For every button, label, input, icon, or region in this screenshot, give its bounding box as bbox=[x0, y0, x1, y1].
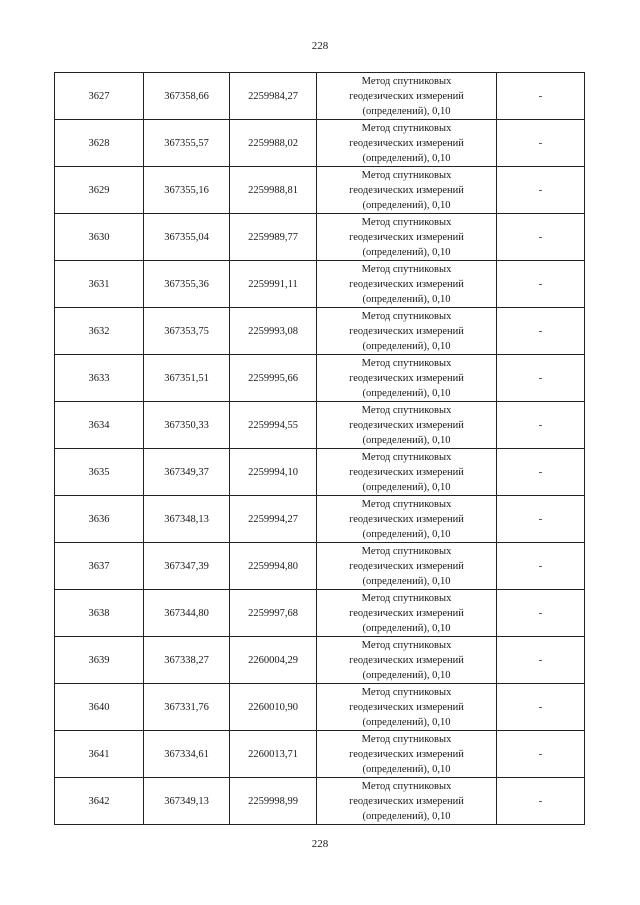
point-number-cell: 3641 bbox=[55, 731, 144, 778]
note-cell: - bbox=[497, 449, 585, 496]
table-row bbox=[55, 543, 585, 590]
table-row bbox=[55, 167, 585, 214]
x-coordinate-cell: 367351,51 bbox=[144, 355, 230, 402]
method-line: геодезических измерений bbox=[349, 137, 464, 149]
note-cell: - bbox=[497, 637, 585, 684]
method-line: Метод спутниковых bbox=[361, 357, 452, 369]
method-line: Метод спутниковых bbox=[361, 404, 452, 416]
method-line: Метод спутниковых bbox=[361, 686, 452, 698]
note-cell: - bbox=[497, 120, 585, 167]
method-line: Метод спутниковых bbox=[361, 639, 452, 651]
x-coordinate-cell: 367358,66 bbox=[144, 73, 230, 120]
method-line: геодезических измерений bbox=[349, 231, 464, 243]
note-cell: - bbox=[497, 214, 585, 261]
method-line: геодезических измерений bbox=[349, 748, 464, 760]
table-row bbox=[55, 496, 585, 543]
x-coordinate-cell: 367353,75 bbox=[144, 308, 230, 355]
y-coordinate-cell: 2259991,11 bbox=[230, 261, 317, 308]
method-line: Метод спутниковых bbox=[361, 780, 452, 792]
note-cell: - bbox=[497, 543, 585, 590]
method-cell bbox=[317, 355, 497, 402]
method-cell bbox=[317, 496, 497, 543]
point-number-cell: 3634 bbox=[55, 402, 144, 449]
method-line: (определений), 0,10 bbox=[362, 669, 451, 681]
method-line: геодезических измерений bbox=[349, 466, 464, 478]
point-number-cell: 3627 bbox=[55, 73, 144, 120]
table-row bbox=[55, 731, 585, 778]
note-cell: - bbox=[497, 778, 585, 825]
method-line: Метод спутниковых bbox=[361, 498, 452, 510]
method-cell bbox=[317, 684, 497, 731]
y-coordinate-cell: 2259994,27 bbox=[230, 496, 317, 543]
x-coordinate-cell: 367334,61 bbox=[144, 731, 230, 778]
table-row bbox=[55, 449, 585, 496]
method-line: (определений), 0,10 bbox=[362, 199, 451, 211]
method-line: (определений), 0,10 bbox=[362, 528, 451, 540]
x-coordinate-cell: 367355,36 bbox=[144, 261, 230, 308]
note-cell: - bbox=[497, 308, 585, 355]
method-line: (определений), 0,10 bbox=[362, 387, 451, 399]
x-coordinate-cell: 367355,04 bbox=[144, 214, 230, 261]
table-body bbox=[55, 73, 585, 825]
method-line: (определений), 0,10 bbox=[362, 105, 451, 117]
table-row bbox=[55, 778, 585, 825]
method-line: Метод спутниковых bbox=[361, 122, 452, 134]
y-coordinate-cell: 2259994,80 bbox=[230, 543, 317, 590]
method-line: геодезических измерений bbox=[349, 184, 464, 196]
point-number-cell: 3633 bbox=[55, 355, 144, 402]
point-number-cell: 3639 bbox=[55, 637, 144, 684]
table-row bbox=[55, 402, 585, 449]
y-coordinate-cell: 2260004,29 bbox=[230, 637, 317, 684]
table-row bbox=[55, 120, 585, 167]
method-line: геодезических измерений bbox=[349, 654, 464, 666]
method-cell bbox=[317, 167, 497, 214]
note-cell: - bbox=[497, 731, 585, 778]
y-coordinate-cell: 2259988,02 bbox=[230, 120, 317, 167]
method-cell bbox=[317, 590, 497, 637]
x-coordinate-cell: 367331,76 bbox=[144, 684, 230, 731]
y-coordinate-cell: 2259994,10 bbox=[230, 449, 317, 496]
y-coordinate-cell: 2259984,27 bbox=[230, 73, 317, 120]
method-line: Метод спутниковых bbox=[361, 263, 452, 275]
table-row bbox=[55, 214, 585, 261]
table-row bbox=[55, 590, 585, 637]
method-line: (определений), 0,10 bbox=[362, 575, 451, 587]
method-line: (определений), 0,10 bbox=[362, 293, 451, 305]
method-line: (определений), 0,10 bbox=[362, 810, 451, 822]
x-coordinate-cell: 367355,16 bbox=[144, 167, 230, 214]
table-row bbox=[55, 261, 585, 308]
note-cell: - bbox=[497, 261, 585, 308]
point-number-cell: 3638 bbox=[55, 590, 144, 637]
y-coordinate-cell: 2259995,66 bbox=[230, 355, 317, 402]
point-number-cell: 3642 bbox=[55, 778, 144, 825]
x-coordinate-cell: 367355,57 bbox=[144, 120, 230, 167]
method-cell bbox=[317, 402, 497, 449]
method-line: геодезических измерений bbox=[349, 278, 464, 290]
method-line: геодезических измерений bbox=[349, 701, 464, 713]
y-coordinate-cell: 2259998,99 bbox=[230, 778, 317, 825]
table-row bbox=[55, 684, 585, 731]
method-line: Метод спутниковых bbox=[361, 169, 452, 181]
x-coordinate-cell: 367338,27 bbox=[144, 637, 230, 684]
method-line: геодезических измерений bbox=[349, 419, 464, 431]
method-line: Метод спутниковых bbox=[361, 216, 452, 228]
method-cell bbox=[317, 449, 497, 496]
method-line: (определений), 0,10 bbox=[362, 434, 451, 446]
x-coordinate-cell: 367344,80 bbox=[144, 590, 230, 637]
method-cell bbox=[317, 73, 497, 120]
method-line: геодезических измерений bbox=[349, 607, 464, 619]
y-coordinate-cell: 2259997,68 bbox=[230, 590, 317, 637]
y-coordinate-cell: 2259988,81 bbox=[230, 167, 317, 214]
table-row bbox=[55, 73, 585, 120]
method-line: Метод спутниковых bbox=[361, 451, 452, 463]
x-coordinate-cell: 367350,33 bbox=[144, 402, 230, 449]
point-number-cell: 3632 bbox=[55, 308, 144, 355]
method-line: геодезических измерений bbox=[349, 560, 464, 572]
method-cell bbox=[317, 778, 497, 825]
method-cell bbox=[317, 543, 497, 590]
method-line: (определений), 0,10 bbox=[362, 622, 451, 634]
page-number-bottom: 228 bbox=[311, 838, 329, 850]
point-number-cell: 3636 bbox=[55, 496, 144, 543]
x-coordinate-cell: 367349,13 bbox=[144, 778, 230, 825]
method-line: (определений), 0,10 bbox=[362, 716, 451, 728]
table-row bbox=[55, 355, 585, 402]
note-cell: - bbox=[497, 684, 585, 731]
coordinates-table bbox=[54, 72, 585, 825]
y-coordinate-cell: 2260010,90 bbox=[230, 684, 317, 731]
method-line: геодезических измерений bbox=[349, 90, 464, 102]
table-row bbox=[55, 637, 585, 684]
point-number-cell: 3629 bbox=[55, 167, 144, 214]
method-line: (определений), 0,10 bbox=[362, 481, 451, 493]
table-row bbox=[55, 308, 585, 355]
method-cell bbox=[317, 637, 497, 684]
note-cell: - bbox=[497, 402, 585, 449]
method-line: геодезических измерений bbox=[349, 372, 464, 384]
note-cell: - bbox=[497, 496, 585, 543]
method-line: Метод спутниковых bbox=[361, 733, 452, 745]
y-coordinate-cell: 2260013,71 bbox=[230, 731, 317, 778]
method-line: (определений), 0,10 bbox=[362, 340, 451, 352]
note-cell: - bbox=[497, 355, 585, 402]
note-cell: - bbox=[497, 73, 585, 120]
method-line: (определений), 0,10 bbox=[362, 246, 451, 258]
method-line: Метод спутниковых bbox=[361, 310, 452, 322]
method-line: геодезических измерений bbox=[349, 325, 464, 337]
page-number-top: 228 bbox=[311, 40, 329, 52]
x-coordinate-cell: 367348,13 bbox=[144, 496, 230, 543]
method-cell bbox=[317, 214, 497, 261]
point-number-cell: 3628 bbox=[55, 120, 144, 167]
method-cell bbox=[317, 120, 497, 167]
point-number-cell: 3640 bbox=[55, 684, 144, 731]
note-cell: - bbox=[497, 167, 585, 214]
x-coordinate-cell: 367349,37 bbox=[144, 449, 230, 496]
note-cell: - bbox=[497, 590, 585, 637]
method-line: (определений), 0,10 bbox=[362, 152, 451, 164]
point-number-cell: 3635 bbox=[55, 449, 144, 496]
y-coordinate-cell: 2259989,77 bbox=[230, 214, 317, 261]
y-coordinate-cell: 2259993,08 bbox=[230, 308, 317, 355]
x-coordinate-cell: 367347,39 bbox=[144, 543, 230, 590]
point-number-cell: 3637 bbox=[55, 543, 144, 590]
method-line: геодезических измерений bbox=[349, 795, 464, 807]
method-cell bbox=[317, 308, 497, 355]
method-line: Метод спутниковых bbox=[361, 75, 452, 87]
y-coordinate-cell: 2259994,55 bbox=[230, 402, 317, 449]
method-line: Метод спутниковых bbox=[361, 545, 452, 557]
method-line: (определений), 0,10 bbox=[362, 763, 451, 775]
method-cell bbox=[317, 731, 497, 778]
point-number-cell: 3631 bbox=[55, 261, 144, 308]
method-cell bbox=[317, 261, 497, 308]
method-line: геодезических измерений bbox=[349, 513, 464, 525]
method-line: Метод спутниковых bbox=[361, 592, 452, 604]
point-number-cell: 3630 bbox=[55, 214, 144, 261]
